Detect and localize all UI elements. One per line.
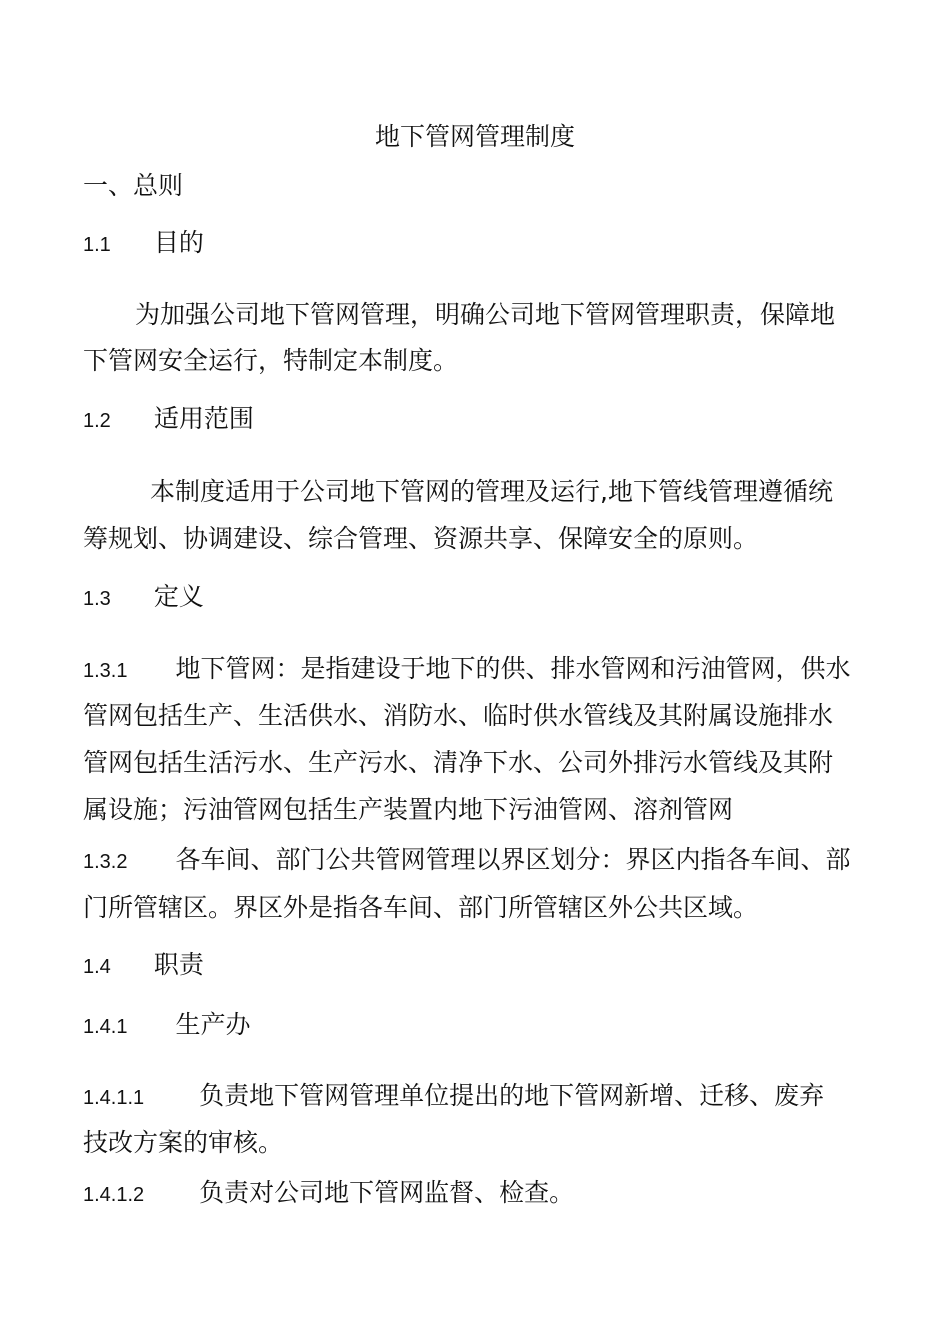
paragraph-line: 本制度适用于公司地下管网的管理及运行,地下管线管理遵循统	[150, 477, 833, 506]
section-number: 1.2	[83, 410, 111, 432]
clause-1-4-1-1	[83, 1081, 824, 1113]
section-heading: 生产办	[175, 1010, 251, 1039]
section-heading: 一、总则	[83, 171, 184, 200]
paragraph-line: 负责地下管网管理单位提出的地下管网新增、迁移、废弃	[199, 1081, 825, 1110]
clause-1-4-1-2	[83, 1178, 574, 1210]
section-number: 1.3.2	[83, 851, 128, 873]
paragraph-line: 技改方案的审核。	[83, 1128, 284, 1157]
paragraph-line: 地下管网：是指建设于地下的供、排水管网和污油管网，供水	[175, 654, 851, 683]
paragraph-line: 管网包括生产、生活供水、消防水、临时供水管线及其附属设施排水	[83, 701, 834, 730]
clause-1-3-2	[83, 845, 851, 877]
document-title: 地下管网管理制度	[374, 122, 575, 151]
subsection-1-1	[83, 228, 204, 260]
section-heading: 定义	[153, 582, 204, 611]
section-number: 1.4.1.1	[83, 1087, 145, 1109]
paragraph-line: 筹规划、协调建设、综合管理、资源共享、保障安全的原则。	[83, 524, 759, 553]
subsection-1-4	[83, 950, 204, 982]
section-number: 1.3.1	[83, 660, 128, 682]
section-number: 1.4	[83, 956, 111, 978]
paragraph-line: 下管网安全运行，特制定本制度。	[83, 346, 459, 375]
subsection-1-3	[83, 582, 204, 614]
subsection-1-4-1	[83, 1010, 251, 1042]
paragraph-line: 管网包括生活污水、生产污水、清净下水、公司外排污水管线及其附	[83, 748, 834, 777]
section-heading: 职责	[153, 950, 204, 979]
section-heading: 适用范围	[153, 404, 254, 433]
section-number: 1.4.1.2	[83, 1184, 145, 1206]
section-heading: 目的	[153, 228, 204, 257]
section-number: 1.1	[83, 234, 111, 256]
section-number: 1.3	[83, 588, 111, 610]
section-number: 1.4.1	[83, 1016, 128, 1038]
paragraph-line: 负责对公司地下管网监督、检查。	[199, 1178, 575, 1207]
paragraph-line: 各车间、部门公共管网管理以界区划分：界区内指各车间、部	[175, 845, 851, 874]
clause-1-3-1	[83, 654, 851, 686]
paragraph-line: 门所管辖区。界区外是指各车间、部门所管辖区外公共区域。	[83, 893, 759, 922]
paragraph-line: 为加强公司地下管网管理，明确公司地下管网管理职责，保障地	[135, 300, 836, 329]
subsection-1-2	[83, 404, 254, 436]
paragraph-line: 属设施；污油管网包括生产装置内地下污油管网、溶剂管网	[83, 795, 734, 824]
